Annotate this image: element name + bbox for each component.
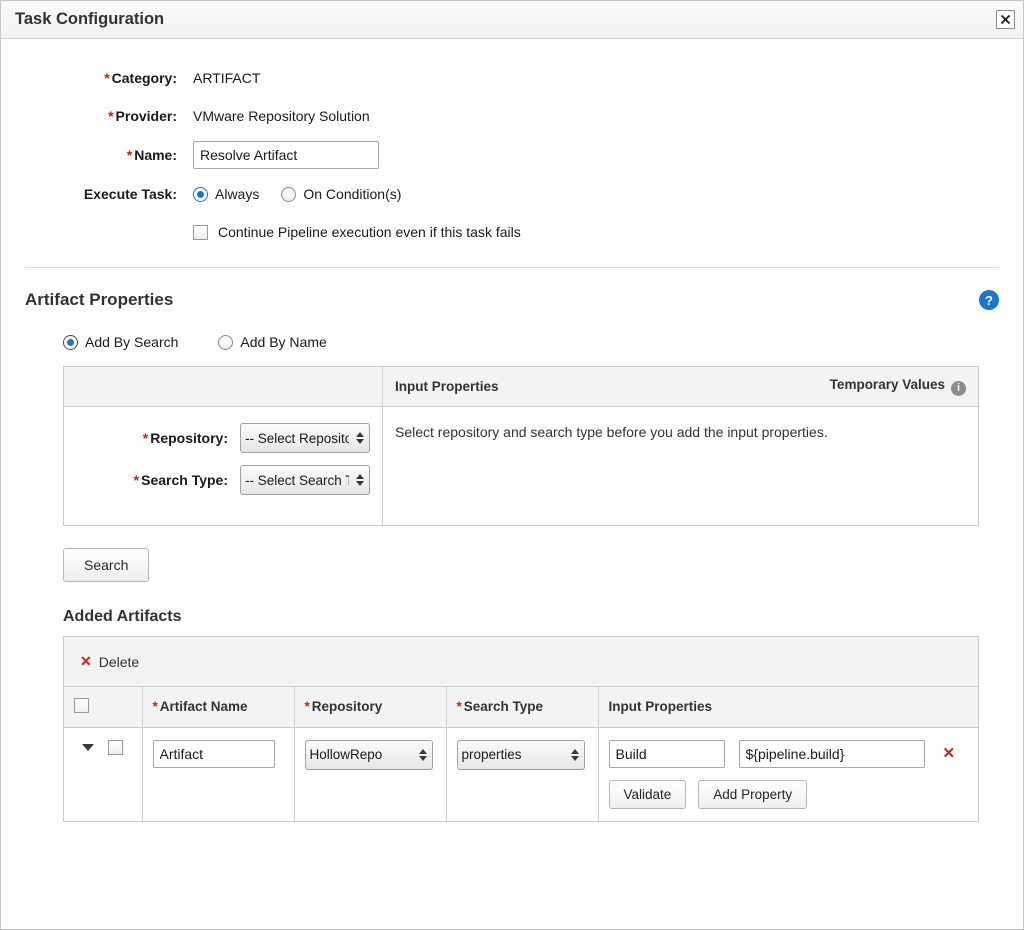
required-marker: * bbox=[133, 472, 140, 488]
search-button[interactable]: Search bbox=[63, 548, 149, 582]
repository-select[interactable] bbox=[240, 423, 370, 453]
table-row bbox=[64, 727, 978, 821]
header-repository: * Repository bbox=[294, 687, 446, 727]
added-artifacts-header-row bbox=[64, 687, 978, 727]
field-continue-on-fail bbox=[25, 219, 999, 245]
row-expand-cell bbox=[64, 727, 142, 821]
field-provider bbox=[25, 103, 999, 129]
info-icon[interactable]: i bbox=[951, 381, 966, 396]
required-marker: * bbox=[126, 147, 133, 163]
input-properties-header-row bbox=[64, 367, 979, 407]
row-search-type-cell bbox=[446, 727, 598, 821]
dialog-body bbox=[1, 39, 1023, 929]
search-type-select[interactable] bbox=[240, 465, 370, 495]
row-search-type-select[interactable] bbox=[457, 740, 585, 770]
search-type-select-wrap bbox=[240, 465, 370, 495]
input-properties-body-row bbox=[64, 407, 979, 526]
added-artifacts-toolbar bbox=[64, 637, 978, 687]
search-type-row bbox=[64, 465, 370, 495]
header-search-type: * Search Type bbox=[446, 687, 598, 727]
required-marker: * bbox=[142, 430, 149, 446]
add-property-button[interactable]: Add Property bbox=[698, 780, 807, 809]
execute-task-label: Execute Task: bbox=[83, 186, 177, 202]
required-marker: * bbox=[152, 699, 158, 715]
continue-checkbox-label: Continue Pipeline execution even if this task fails bbox=[218, 224, 521, 240]
added-artifacts-title: Added Artifacts bbox=[63, 608, 182, 625]
name-label: * Name: bbox=[126, 147, 177, 163]
radio-add-by-search[interactable] bbox=[63, 334, 178, 350]
provider-label: * Provider: bbox=[108, 108, 177, 124]
repository-row bbox=[64, 423, 370, 453]
name-input[interactable] bbox=[193, 141, 379, 169]
header-artifact-name: * Artifact Name bbox=[142, 687, 294, 727]
radio-add-by-search-indicator[interactable] bbox=[63, 335, 78, 350]
header-blank bbox=[64, 367, 383, 407]
add-mode-radio-group bbox=[25, 316, 999, 366]
repository-select-wrap bbox=[240, 423, 370, 453]
radio-add-by-name-indicator[interactable] bbox=[218, 335, 233, 350]
added-artifacts-table bbox=[64, 687, 978, 821]
header-select-all bbox=[64, 687, 142, 727]
row-artifact-name-cell bbox=[142, 727, 294, 821]
row-input-properties-cell bbox=[598, 727, 978, 821]
property-row bbox=[609, 740, 969, 768]
delete-label: Delete bbox=[98, 653, 140, 670]
select-all-checkbox[interactable] bbox=[74, 698, 89, 713]
property-value-input[interactable] bbox=[739, 740, 925, 768]
x-icon: ✕ bbox=[80, 653, 92, 669]
expand-controls bbox=[74, 740, 132, 755]
field-execute-task bbox=[25, 181, 999, 207]
radio-always-indicator[interactable] bbox=[193, 187, 208, 202]
delete-button[interactable] bbox=[80, 653, 139, 670]
row-repository-select-wrap bbox=[305, 740, 433, 770]
close-icon[interactable] bbox=[996, 10, 1015, 29]
execute-task-radio-group bbox=[193, 186, 401, 202]
category-value: ARTIFACT bbox=[193, 70, 261, 86]
header-input-properties: Input Properties bbox=[598, 687, 978, 727]
search-button-wrap bbox=[63, 526, 999, 582]
dialog-titlebar bbox=[1, 1, 1023, 39]
added-artifacts-box bbox=[63, 636, 979, 822]
radio-on-conditions[interactable] bbox=[281, 186, 401, 202]
field-name bbox=[25, 141, 999, 169]
radio-always-label: Always bbox=[215, 186, 260, 202]
radio-add-by-name-label: Add By Name bbox=[240, 334, 327, 350]
row-checkbox[interactable] bbox=[108, 740, 123, 755]
row-repository-select[interactable] bbox=[305, 740, 433, 770]
property-key-input[interactable] bbox=[609, 740, 725, 768]
field-category bbox=[25, 65, 999, 91]
task-form bbox=[25, 39, 999, 268]
property-actions bbox=[609, 780, 969, 809]
continue-checkbox[interactable] bbox=[193, 225, 208, 240]
radio-add-by-name[interactable] bbox=[218, 334, 326, 350]
continue-checkbox-row[interactable] bbox=[193, 224, 521, 240]
validate-button[interactable]: Validate bbox=[609, 780, 687, 809]
required-marker: * bbox=[304, 699, 310, 715]
radio-add-by-search-label: Add By Search bbox=[85, 334, 179, 350]
chevron-down-icon[interactable] bbox=[82, 744, 94, 751]
artifact-name-input[interactable] bbox=[153, 740, 275, 768]
artifact-properties-header bbox=[25, 268, 999, 316]
remove-property-icon[interactable]: ✕ bbox=[942, 744, 956, 762]
header-input-properties: Input Properties bbox=[383, 367, 773, 407]
help-icon[interactable]: ? bbox=[979, 290, 999, 310]
search-type-label: * Search Type: bbox=[133, 472, 228, 488]
category-label: * Category: bbox=[104, 70, 177, 86]
input-properties-table bbox=[63, 366, 979, 526]
page-title: Task Configuration bbox=[15, 10, 165, 28]
required-marker: * bbox=[108, 108, 114, 124]
artifact-properties-title: Artifact Properties bbox=[25, 290, 174, 309]
required-marker: * bbox=[104, 70, 110, 86]
input-properties-hint: Select repository and search type before you add the input properties. bbox=[395, 424, 828, 440]
repository-label: * Repository: bbox=[142, 430, 228, 446]
radio-on-conditions-indicator[interactable] bbox=[281, 187, 296, 202]
radio-on-conditions-label: On Condition(s) bbox=[303, 186, 402, 202]
selectors-cell bbox=[64, 407, 383, 526]
header-temporary-values: Temporary Values i bbox=[773, 367, 979, 407]
radio-always[interactable] bbox=[193, 186, 259, 202]
row-repository-cell bbox=[294, 727, 446, 821]
row-search-type-select-wrap bbox=[457, 740, 585, 770]
required-marker: * bbox=[456, 699, 462, 715]
provider-value: VMware Repository Solution bbox=[193, 108, 370, 124]
